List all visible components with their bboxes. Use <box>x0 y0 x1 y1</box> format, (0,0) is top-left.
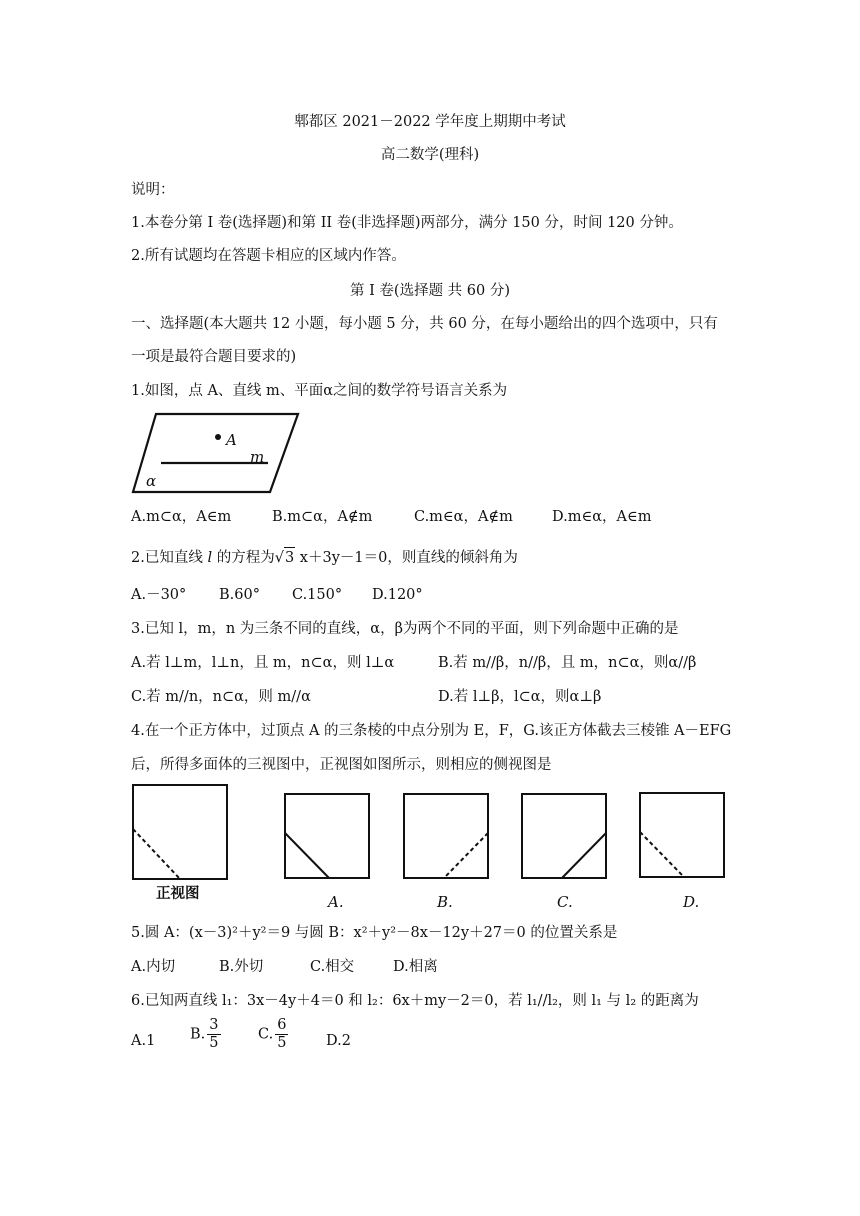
q6-option-a: A.1 <box>131 1033 156 1049</box>
q5-option-c: C.相交 <box>310 959 355 975</box>
q2-option-b: B.60° <box>219 587 260 603</box>
q6-option-b-numerator: 3 <box>209 1017 219 1033</box>
option-d-dashed-edge <box>640 832 684 877</box>
instruction-item-2: 2.所有试题均在答题卡相应的区域内作答。 <box>131 248 406 264</box>
option-c-figure <box>521 793 607 879</box>
option-c-solid-edge <box>562 833 606 878</box>
option-a-square <box>285 794 369 878</box>
q1-option-b: B.m⊂α，A∉m <box>272 509 373 525</box>
option-a-figure <box>284 793 370 879</box>
option-a-label: A. <box>328 893 344 911</box>
option-b-label: B. <box>437 893 453 911</box>
option-b-square <box>404 794 488 878</box>
q1-option-c: C.m∈α，A∉m <box>414 509 513 525</box>
q2-option-a: A.－30° <box>131 587 187 603</box>
label-point-A: A <box>226 431 237 449</box>
q2-stem-suffix: x＋3y－1＝0，则直线的倾斜角为 <box>295 550 518 566</box>
front-view-dashed-edge <box>133 829 180 879</box>
q3-option-a: A.若 l⊥m，l⊥n，且 m，n⊂α，则 l⊥α <box>131 655 395 671</box>
plane-figure <box>131 410 301 495</box>
q2-option-c: C.150° <box>292 587 343 603</box>
q2-stem-mid: 的方程为 <box>212 550 275 566</box>
option-d-label: D. <box>683 893 700 911</box>
q4-stem-line-2: 后，所得多面体的三视图中，正视图如图所示，则相应的侧视图是 <box>131 757 552 773</box>
q6-option-c-prefix: C. <box>258 1026 274 1043</box>
plane-parallelogram <box>133 414 298 492</box>
option-c-square <box>522 794 606 878</box>
q2-stem-prefix: 2.已知直线 <box>131 550 208 566</box>
instruction-item-1: 1.本卷分第 I 卷(选择题)和第 II 卷(非选择题)两部分，满分 150 分，时间 120 分钟。 <box>131 215 683 231</box>
option-c-label: C. <box>557 893 573 911</box>
q5-stem: 5.圆 A：(x－3)²＋y²＝9 与圆 B：x²＋y²－8x－12y＋27＝0 的位置关系是 <box>131 925 618 941</box>
q5-option-b: B.外切 <box>219 959 264 975</box>
q4-stem-line-1: 4.在一个正方体中，过顶点 A 的三条棱的中点分别为 E，F，G.该正方体截去三棱锥 A－EFG <box>131 723 732 739</box>
q6-option-c-numerator: 6 <box>277 1017 287 1033</box>
q6-option-c-denominator: 5 <box>277 1035 287 1051</box>
q6-option-b-fraction <box>207 1017 220 1052</box>
q6-option-c <box>258 1017 290 1052</box>
q5-option-a: A.内切 <box>131 959 176 975</box>
option-b-dashed-edge <box>444 833 488 878</box>
q6-option-b <box>190 1017 223 1052</box>
label-line-m: m <box>250 448 265 466</box>
q1-stem: 1.如图，点 A、直线 m、平面α之间的数学符号语言关系为 <box>131 383 508 399</box>
option-d-figure <box>639 792 725 878</box>
instructions-label: 说明： <box>131 182 175 198</box>
front-view-figure <box>132 784 228 880</box>
q2-var-l: l <box>207 550 213 566</box>
q3-option-d: D.若 l⊥β，l⊂α，则α⊥β <box>438 689 602 705</box>
q1-option-a: A.m⊂α，A∈m <box>131 509 232 525</box>
section-intro-line-1: 一、选择题(本大题共 12 小题，每小题 5 分，共 60 分，在每小题给出的四个选项中，只有 <box>131 316 718 332</box>
option-a-solid-edge <box>285 833 329 878</box>
q1-option-d: D.m∈α，A∈m <box>552 509 652 525</box>
q6-option-b-denominator: 5 <box>209 1035 219 1051</box>
exam-title: 郫都区 2021－2022 学年度上期期中考试 <box>294 114 566 130</box>
q6-option-c-fraction <box>275 1017 288 1052</box>
q2-stem: 2.已知直线 l 的方程为√3 x＋3y－1＝0，则直线的倾斜角为 <box>131 547 518 568</box>
label-plane-alpha: α <box>146 472 157 490</box>
q2-sqrt-arg: 3 <box>284 547 295 568</box>
front-view-label: 正视图 <box>156 885 200 902</box>
q3-option-b: B.若 m//β，n//β，且 m，n⊂α，则α//β <box>438 655 697 671</box>
section-title: 第 I 卷(选择题 共 60 分) <box>349 283 511 299</box>
q3-stem: 3.已知 l，m，n 为三条不同的直线，α，β为两个不同的平面，则下列命题中正确的是 <box>131 621 679 637</box>
section-intro-line-2: 一项是最符合题目要求的) <box>131 349 297 365</box>
q3-option-c: C.若 m//n，n⊂α，则 m//α <box>131 689 311 705</box>
exam-subtitle: 高二数学(理科) <box>380 147 480 163</box>
q6-stem: 6.已知两直线 l₁：3x－4y＋4＝0 和 l₂：6x＋my－2＝0，若 l₁//l₂，则 l₁ 与 l₂ 的距离为 <box>131 993 699 1009</box>
option-b-figure <box>403 793 489 879</box>
q5-option-d: D.相离 <box>393 959 438 975</box>
q2-option-d: D.120° <box>372 587 423 603</box>
front-view-square <box>133 785 227 879</box>
option-d-square <box>640 793 724 877</box>
q6-option-b-prefix: B. <box>190 1026 206 1043</box>
point-A <box>215 434 221 440</box>
q6-option-d: D.2 <box>326 1033 351 1049</box>
